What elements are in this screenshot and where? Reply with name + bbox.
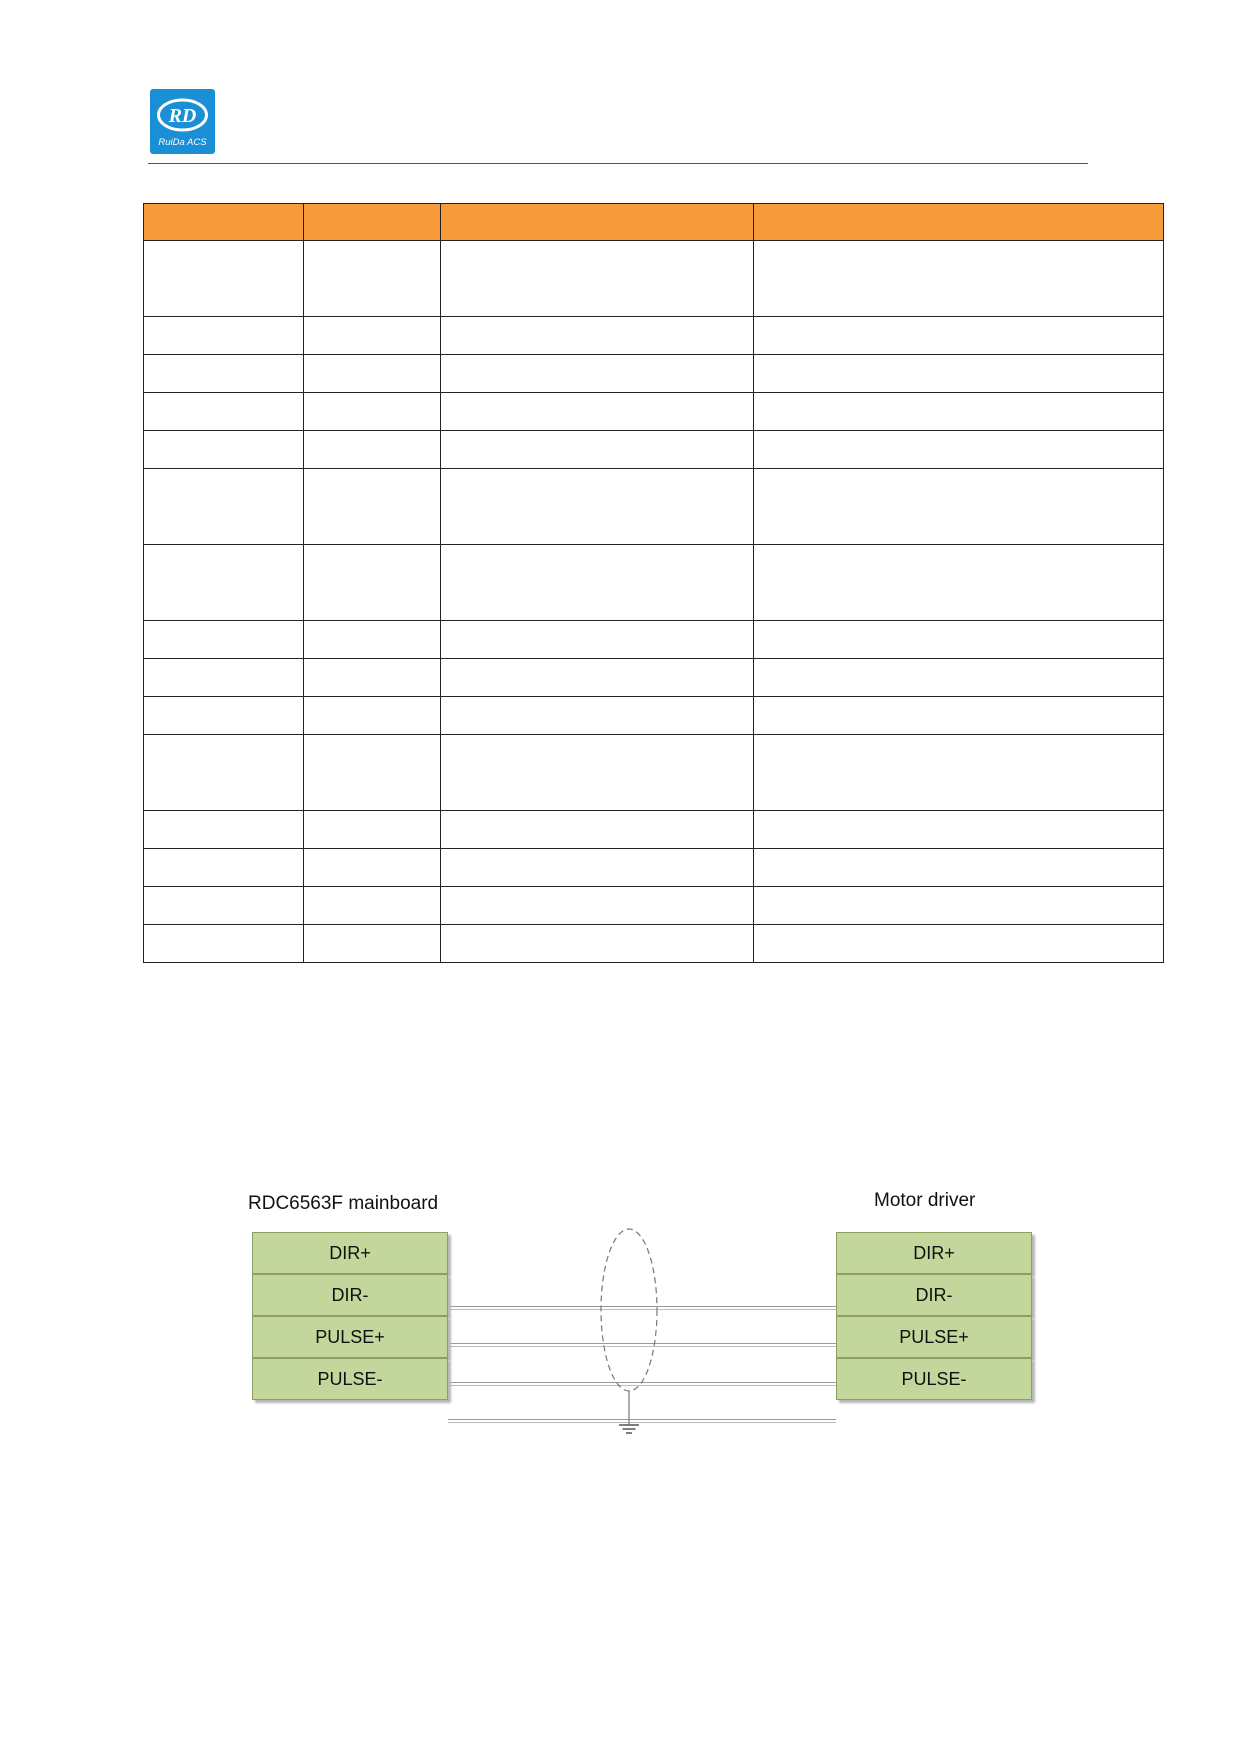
table-cell — [144, 431, 304, 469]
driver-pin-dir-minus: DIR- — [836, 1274, 1032, 1316]
wiring-diagram — [0, 1180, 1240, 1460]
table-cell — [144, 849, 304, 887]
mainboard-title: RDC6563F mainboard — [248, 1193, 439, 1214]
table-cell — [304, 469, 441, 545]
table-cell — [144, 393, 304, 431]
table-cell — [441, 317, 754, 355]
table-cell — [754, 431, 1164, 469]
table-cell — [144, 545, 304, 621]
table-cell — [304, 735, 441, 811]
table-cell — [754, 811, 1164, 849]
table-row — [144, 887, 1164, 925]
table-cell — [144, 735, 304, 811]
table-cell — [441, 355, 754, 393]
table-cell — [304, 317, 441, 355]
table-cell — [754, 241, 1164, 317]
table-cell — [304, 697, 441, 735]
table-cell — [304, 431, 441, 469]
table-cell — [441, 887, 754, 925]
ruida-logo — [150, 89, 215, 154]
pin-definition-table — [143, 203, 1164, 963]
table-cell — [144, 355, 304, 393]
table-row — [144, 735, 1164, 811]
driver-pin-pulse-minus: PULSE- — [836, 1358, 1032, 1400]
table-header-cell — [754, 204, 1164, 241]
table-row — [144, 925, 1164, 963]
table-cell — [754, 317, 1164, 355]
table-cell — [441, 849, 754, 887]
table-cell — [441, 431, 754, 469]
table-cell — [754, 545, 1164, 621]
table-cell — [304, 849, 441, 887]
table-cell — [144, 659, 304, 697]
table-cell — [754, 393, 1164, 431]
table-cell — [144, 469, 304, 545]
table-row — [144, 431, 1164, 469]
table-row — [144, 659, 1164, 697]
mainboard-pin-dir-plus: DIR+ — [252, 1232, 448, 1274]
table-cell — [754, 887, 1164, 925]
table-cell — [304, 393, 441, 431]
table-row — [144, 317, 1164, 355]
logo-text: RuiDa ACS — [158, 137, 207, 148]
ruida-logo-icon — [150, 89, 215, 154]
table-cell — [304, 621, 441, 659]
mainboard-pin-pulse-minus: PULSE- — [252, 1358, 448, 1400]
driver-pin-pulse-plus: PULSE+ — [836, 1316, 1032, 1358]
table-cell — [304, 925, 441, 963]
table-cell — [304, 887, 441, 925]
ground-icon — [619, 1391, 639, 1433]
table-cell — [441, 811, 754, 849]
table-row — [144, 697, 1164, 735]
driver-pin-dir-plus: DIR+ — [836, 1232, 1032, 1274]
table-cell — [441, 393, 754, 431]
table-cell — [754, 621, 1164, 659]
table-cell — [144, 887, 304, 925]
table-row — [144, 355, 1164, 393]
table-row — [144, 393, 1164, 431]
table-cell — [441, 659, 754, 697]
table-cell — [304, 659, 441, 697]
table-cell — [144, 925, 304, 963]
table-cell — [144, 697, 304, 735]
header-divider — [148, 163, 1088, 164]
wires-and-shield — [0, 1180, 1240, 1460]
table-cell — [754, 355, 1164, 393]
table-row — [144, 469, 1164, 545]
table-cell — [441, 735, 754, 811]
table-header-cell — [144, 204, 304, 241]
table-row — [144, 621, 1164, 659]
table-cell — [441, 621, 754, 659]
logo-mark: RD — [168, 105, 197, 127]
motor-driver-title: Motor driver — [874, 1190, 976, 1211]
table-cell — [441, 241, 754, 317]
table-row — [144, 811, 1164, 849]
table-header-cell — [441, 204, 754, 241]
table-cell — [144, 241, 304, 317]
table-cell — [754, 469, 1164, 545]
driver-pin-block — [836, 1232, 1032, 1400]
table-cell — [441, 925, 754, 963]
table-cell — [304, 241, 441, 317]
table-cell — [304, 355, 441, 393]
table-header-row — [144, 204, 1164, 241]
table-cell — [304, 811, 441, 849]
table-row — [144, 545, 1164, 621]
table-cell — [441, 469, 754, 545]
table-cell — [754, 697, 1164, 735]
table-header-cell — [304, 204, 441, 241]
table-cell — [304, 545, 441, 621]
table-cell — [754, 659, 1164, 697]
mainboard-pin-pulse-plus: PULSE+ — [252, 1316, 448, 1358]
table-cell — [144, 811, 304, 849]
table-cell — [754, 925, 1164, 963]
table-cell — [144, 317, 304, 355]
mainboard-pin-dir-minus: DIR- — [252, 1274, 448, 1316]
table-cell — [754, 735, 1164, 811]
table-row — [144, 241, 1164, 317]
table-cell — [754, 849, 1164, 887]
table-row — [144, 849, 1164, 887]
mainboard-pin-block — [252, 1232, 448, 1400]
table-cell — [144, 621, 304, 659]
table-cell — [441, 697, 754, 735]
table-cell — [441, 545, 754, 621]
